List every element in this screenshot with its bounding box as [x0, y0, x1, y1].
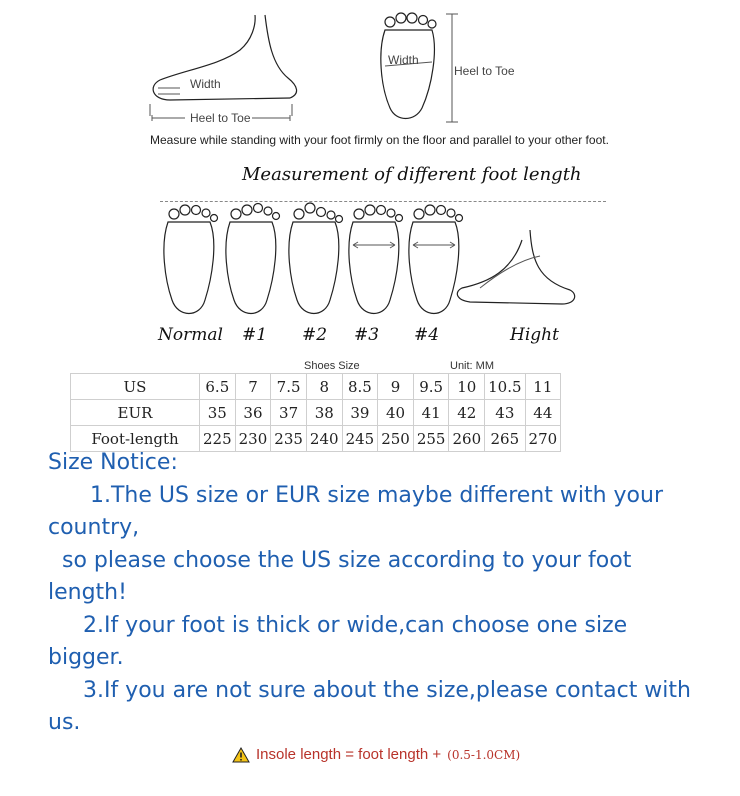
table-caption-size: Shoes Size	[304, 360, 360, 372]
table-cell: 235	[271, 426, 307, 452]
table-cell: 37	[271, 400, 307, 426]
foot-label-normal: Normal	[158, 325, 223, 345]
table-cell: 44	[525, 400, 561, 426]
table-cell: 260	[449, 426, 485, 452]
table-cell: 240	[306, 426, 342, 452]
row-header: US	[71, 374, 200, 400]
row-header: EUR	[71, 400, 200, 426]
size-table	[70, 373, 561, 452]
notice-heading: Size Notice:	[48, 450, 178, 475]
table-cell: 225	[200, 426, 236, 452]
foot-label-high: Hight	[510, 325, 559, 345]
table-cell: 41	[413, 400, 449, 426]
notice-line-4: 3.If you are not sure about the size,please contact with us.	[48, 677, 691, 735]
table-cell: 8	[306, 374, 342, 400]
table-cell: 39	[342, 400, 378, 426]
table-cell: 8.5	[342, 374, 378, 400]
foot-2	[289, 203, 343, 314]
table-cell: 42	[449, 400, 485, 426]
table-cell: 265	[485, 426, 525, 452]
width-label: Width	[190, 77, 221, 91]
foot-4	[409, 205, 463, 314]
foot-high-arch	[457, 230, 574, 304]
table-cell: 9	[378, 374, 414, 400]
width-label-top: Width	[388, 53, 419, 67]
table-cell: 43	[485, 400, 525, 426]
table-cell: 38	[306, 400, 342, 426]
foot-1	[226, 204, 280, 314]
table-cell: 270	[525, 426, 561, 452]
notice-line-1: 1.The US size or EUR size maybe different with your country,	[48, 482, 663, 540]
table-cell: 35	[200, 400, 236, 426]
notice-line-3: 2.If your foot is thick or wide,can choose one size bigger.	[48, 612, 628, 670]
table-cell: 40	[378, 400, 414, 426]
table-cell: 7	[235, 374, 271, 400]
foot-label-2: #2	[302, 325, 328, 345]
foot-types-title: Measurement of different foot length	[242, 164, 582, 185]
heel-to-toe-label-top: Heel to Toe	[454, 64, 515, 78]
table-row	[71, 374, 561, 400]
notice-line-2: so please choose the US size according to your foot length!	[48, 547, 632, 605]
row-header: Foot-length	[71, 426, 200, 452]
table-cell: 6.5	[200, 374, 236, 400]
table-cell: 250	[378, 426, 414, 452]
foot-3	[349, 205, 403, 314]
table-row	[71, 400, 561, 426]
size-notice	[48, 447, 708, 740]
table-cell: 11	[525, 374, 561, 400]
foot-normal	[164, 205, 218, 314]
measure-instruction: Measure while standing with your foot firmly on the floor and parallel to your other foot.	[150, 133, 609, 147]
table-cell: 9.5	[413, 374, 449, 400]
table-cell: 230	[235, 426, 271, 452]
foot-label-3: #3	[354, 325, 380, 345]
foot-types-illustration	[150, 200, 610, 322]
table-cell: 10	[449, 374, 485, 400]
warning-icon	[232, 747, 250, 763]
heel-to-toe-label-side: Heel to Toe	[190, 111, 251, 125]
table-cell: 10.5	[485, 374, 525, 400]
table-cell: 7.5	[271, 374, 307, 400]
foot-label-4: #4	[414, 325, 440, 345]
table-cell: 36	[235, 400, 271, 426]
insole-range: (0.5-1.0CM)	[447, 747, 521, 762]
insole-note	[232, 746, 520, 763]
table-caption-unit: Unit: MM	[450, 360, 494, 372]
foot-label-1: #1	[242, 325, 268, 345]
insole-text: Insole length = foot length +	[256, 746, 442, 763]
table-cell: 245	[342, 426, 378, 452]
table-cell: 255	[413, 426, 449, 452]
